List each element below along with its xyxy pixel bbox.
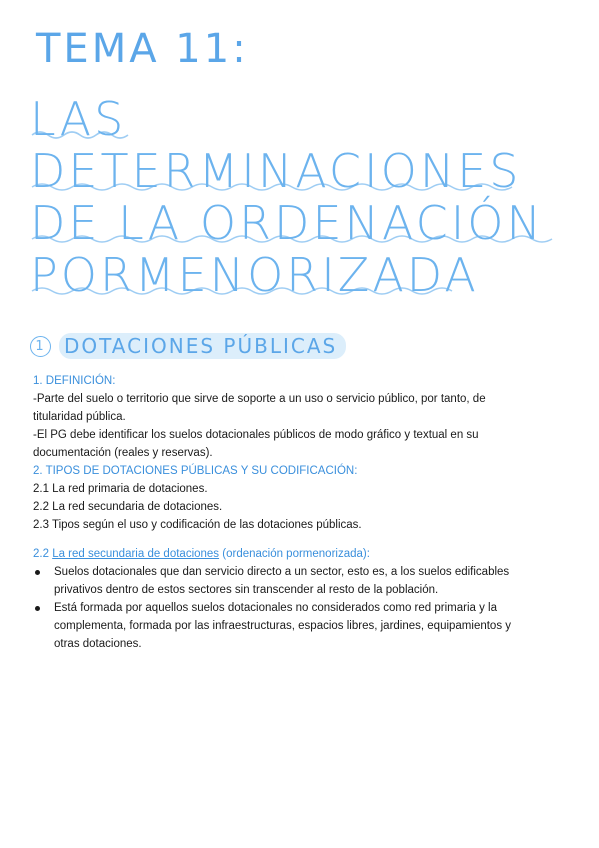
bullet-line: privativos dentro de estos sectores sin transcender al resto de la población. — [54, 584, 439, 596]
red-secundaria-block — [33, 545, 573, 653]
title-line-3-text: DE LA ORDENACIÓN — [30, 196, 544, 250]
tipos-item: 2.3 Tipos según el uso y codificación de las dotaciones públicas. — [33, 519, 362, 531]
bullet-line: complementa, formada por las infraestructuras, espacios libres, jardines, equipamientos y — [54, 620, 512, 632]
definicion-line: -El PG debe identificar los suelos dotacionales públicos de modo gráfico y textual en su — [33, 429, 479, 441]
red-secundaria-link[interactable]: La red secundaria de dotaciones — [52, 548, 220, 560]
section-number: 1 — [30, 336, 51, 357]
red-secundaria-heading — [33, 545, 573, 563]
list-item — [33, 563, 573, 599]
definicion-line: -Parte del suelo o territorio que sirve de soporte a un uso o servicio público, por tanto, de — [33, 393, 486, 405]
red-secundaria-num: 2.2 — [33, 548, 53, 560]
bullet-line: Está formada por aquellos suelos dotacionales no considerados como red primaria y la — [54, 602, 497, 614]
title-line-4 — [30, 249, 580, 301]
title-line-1 — [30, 93, 580, 145]
tema-title: TEMA 11: — [36, 26, 249, 72]
red-secundaria-list — [33, 563, 573, 653]
bullet-line: Suelos dotacionales que dan servicio directo a un sector, esto es, a los suelos edificables — [54, 566, 510, 578]
title-line-2 — [30, 145, 580, 197]
definicion-line: documentación (reales y reservas). — [33, 447, 213, 459]
definicion-heading: 1. DEFINICIÓN: — [33, 375, 116, 387]
main-title — [30, 93, 580, 301]
bullet-line: otras dotaciones. — [54, 638, 142, 650]
definicion-block — [33, 372, 573, 534]
title-line-3 — [30, 197, 580, 249]
tipos-item: 2.1 La red primaria de dotaciones. — [33, 483, 208, 495]
section-title: DOTACIONES PÚBLICAS — [59, 333, 346, 359]
tipos-item: 2.2 La red secundaria de dotaciones. — [33, 501, 223, 513]
section-heading — [30, 333, 346, 359]
tipos-heading: 2. TIPOS DE DOTACIONES PÚBLICAS Y SU CODIFICACIÓN: — [33, 465, 358, 477]
title-line-4-text: PORMENORIZADA — [30, 248, 479, 302]
title-line-2-text: DETERMINACIONES — [30, 144, 522, 198]
definicion-line: titularidad pública. — [33, 411, 126, 423]
title-line-1-text: LAS — [30, 92, 127, 146]
list-item — [33, 599, 573, 653]
red-secundaria-suffix: (ordenación pormenorizada): — [219, 548, 370, 560]
